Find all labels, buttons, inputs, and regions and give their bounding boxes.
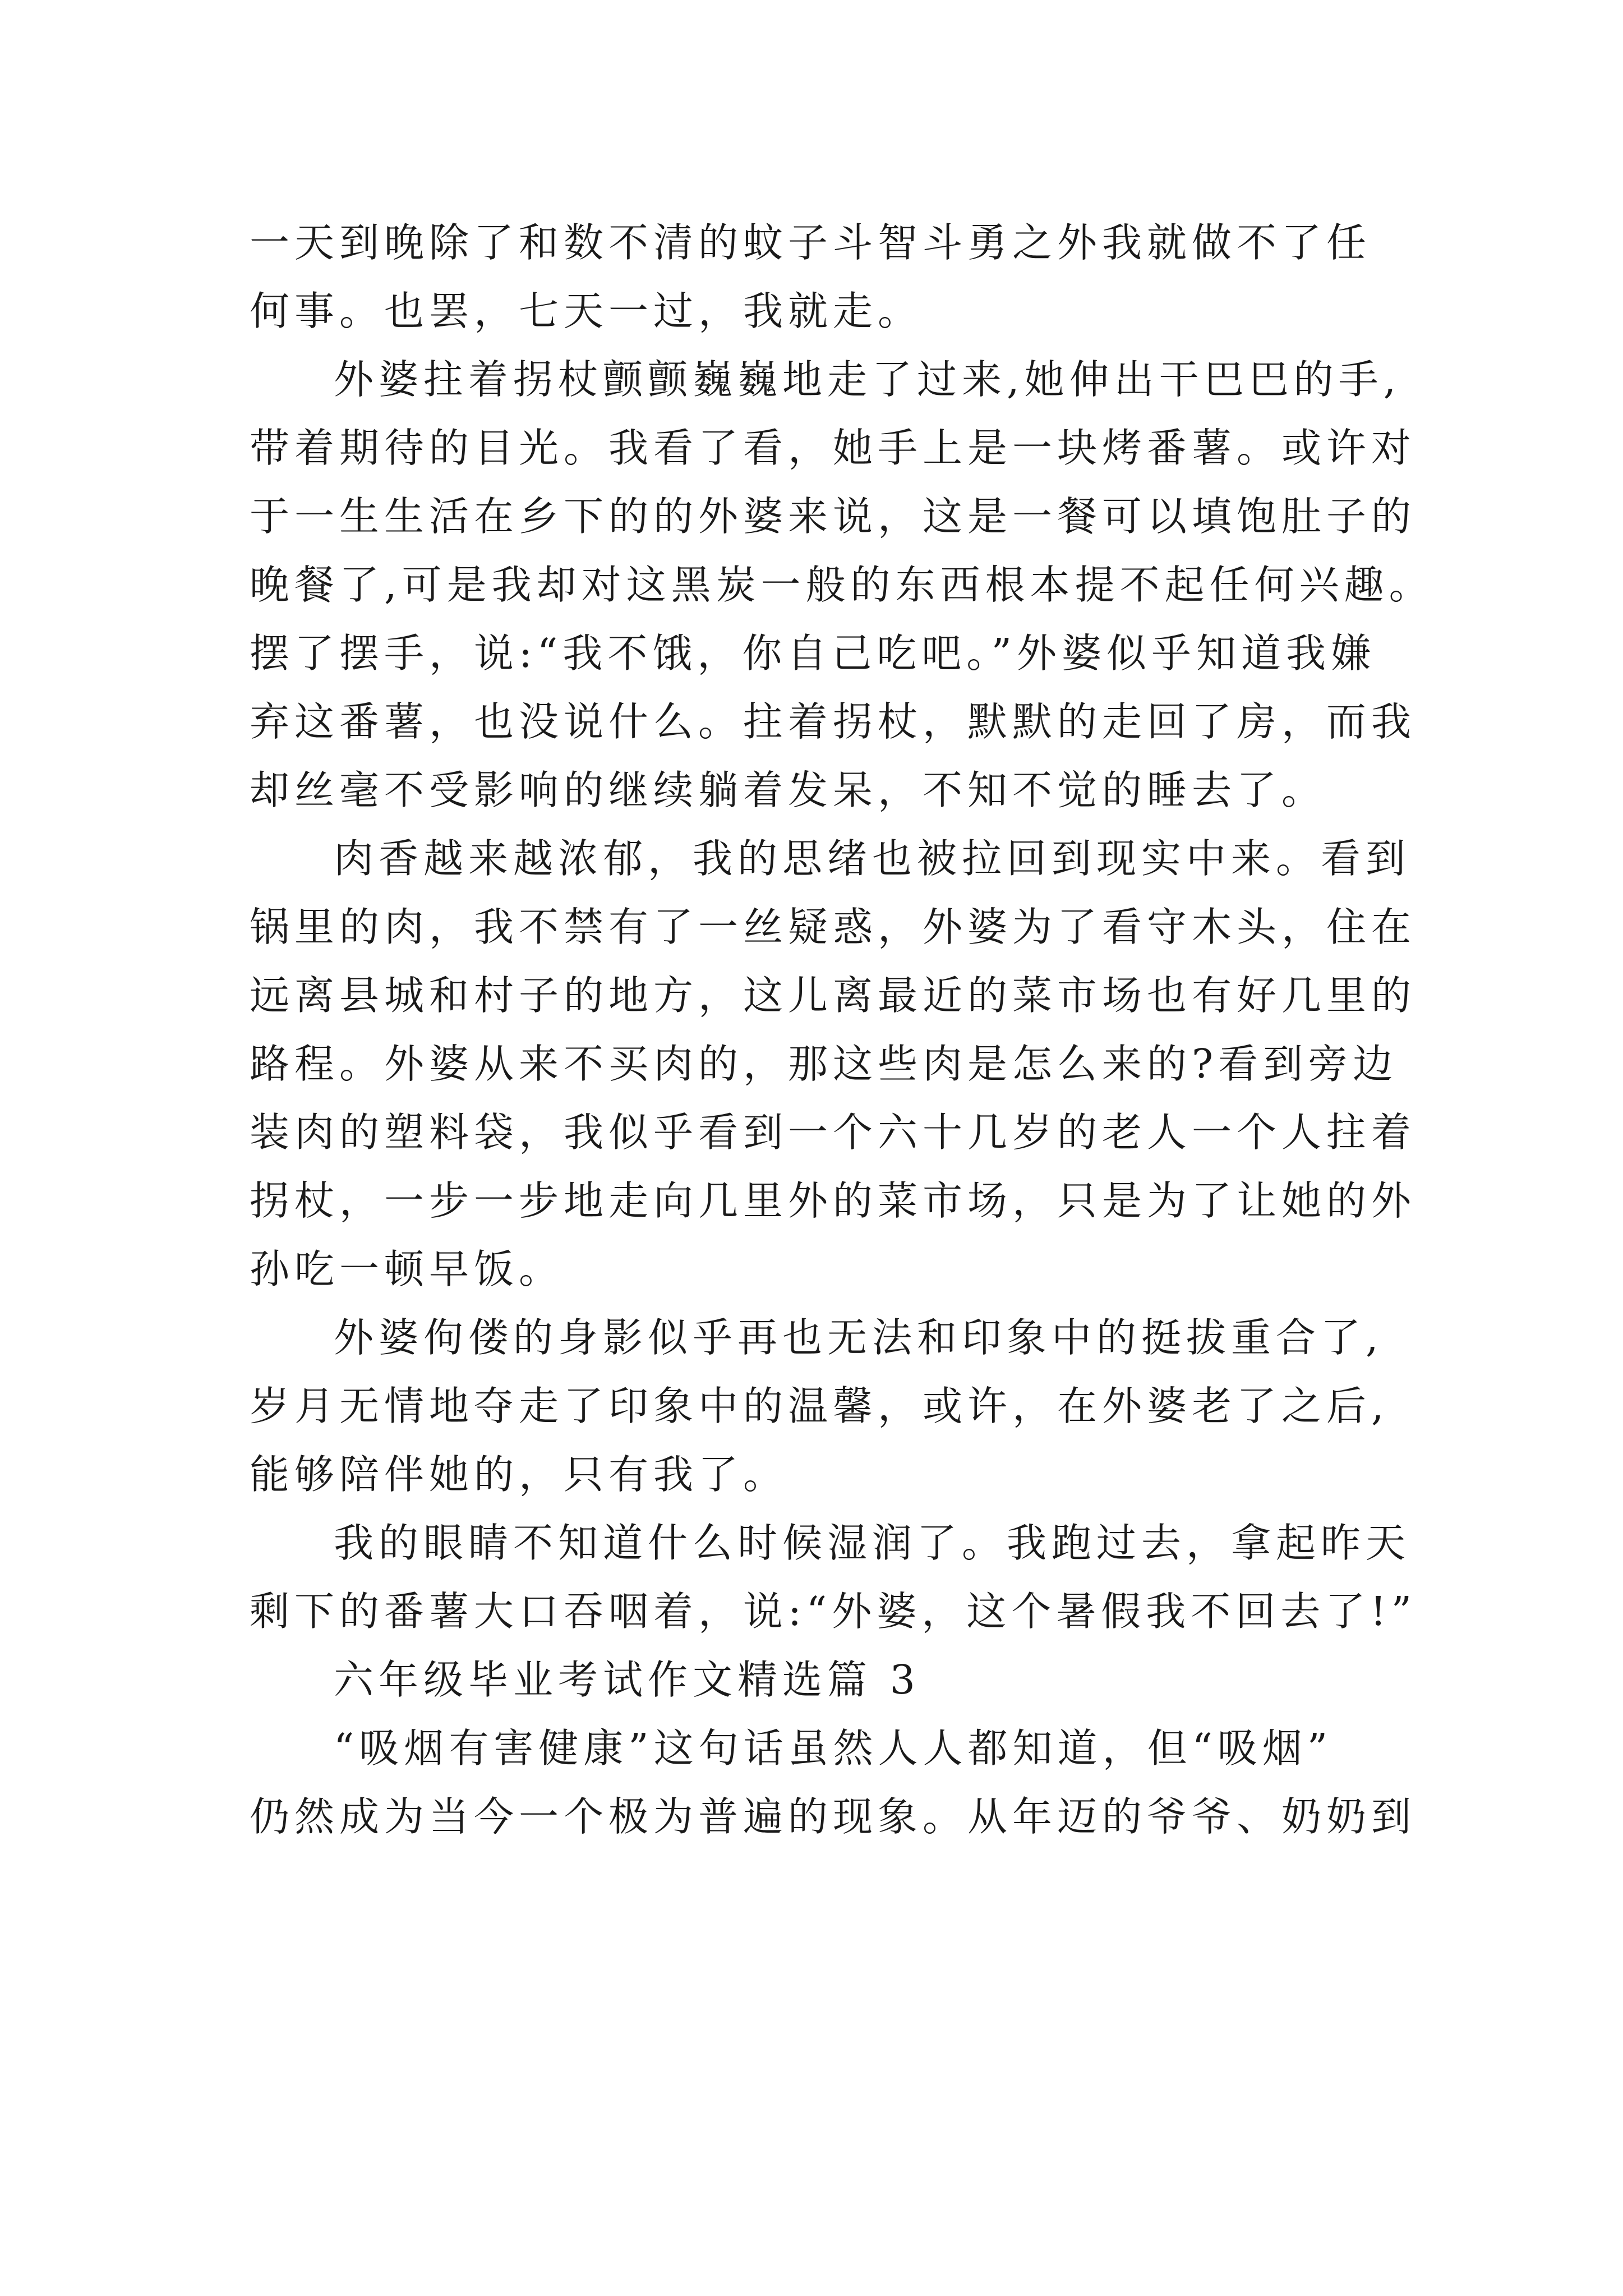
text-line: 剩下的番薯大口吞咽着，说:“外婆，这个暑假我不回去了!” [250, 1588, 1417, 1635]
text-line: 摆了摆手，说:“我不饿，你自己吃吧。”外婆似乎知道我嫌 [250, 630, 1376, 677]
text-line: 孙吃一顿早饭。 [250, 1246, 564, 1292]
text-line: 锅里的肉，我不禁有了一丝疑惑，外婆为了看守木头，住在 [250, 904, 1417, 950]
document-body [250, 209, 1436, 1851]
paragraph-start-line: 肉香越来越浓郁，我的思绪也被拉回到现实中来。看到 [334, 835, 1411, 882]
text-line: 远离县城和村子的地方，这儿离最近的菜市场也有好几里的 [250, 972, 1417, 1019]
text-line: 一天到晚除了和数不清的蚊子斗智斗勇之外我就做不了任 [250, 219, 1372, 266]
text-line: 弃这番薯，也没说什么。拄着拐杖，默默的走回了房，而我 [250, 698, 1417, 745]
text-line: 何事。也罢，七天一过，我就走。 [250, 288, 923, 334]
paragraph-start-line: 外婆佝偻的身影似乎再也无法和印象中的挺拔重合了, [334, 1314, 1384, 1361]
text-line: 带着期待的目光。我看了看，她手上是一块烤番薯。或许对 [250, 425, 1417, 471]
text-line: 路程。外婆从来不买肉的，那这些肉是怎么来的?看到旁边 [250, 1041, 1398, 1087]
text-line: 装肉的塑料袋，我似乎看到一个六十几岁的老人一个人拄着 [250, 1109, 1417, 1156]
text-line: 岁月无情地夺走了印象中的温馨，或许，在外婆老了之后, [250, 1383, 1389, 1429]
paragraph-start-line: “吸烟有害健康”这句话虽然人人都知道，但“吸烟” [334, 1725, 1333, 1772]
text-line: 于一生生活在乡下的的外婆来说，这是一餐可以填饱肚子的 [250, 493, 1417, 540]
text-line: 却丝毫不受影响的继续躺着发呆，不知不觉的睡去了。 [250, 767, 1327, 813]
text-line: 晚餐了,可是我却对这黑炭一般的东西根本提不起任何兴趣。 [250, 562, 1434, 608]
paragraph-start-line: 外婆拄着拐杖颤颤巍巍地走了过来,她伸出干巴巴的手, [334, 356, 1401, 403]
section-heading: 六年级毕业考试作文精选篇 3 [334, 1657, 920, 1703]
text-line: 仍然成为当今一个极为普遍的现象。从年迈的爷爷、奶奶到 [250, 1793, 1417, 1840]
paragraph-start-line: 我的眼睛不知道什么时候湿润了。我跑过去，拿起昨天 [334, 1520, 1411, 1566]
text-line: 拐杖，一步一步地走向几里外的菜市场，只是为了让她的外 [250, 1177, 1417, 1224]
text-line: 能够陪伴她的，只有我了。 [250, 1451, 789, 1498]
